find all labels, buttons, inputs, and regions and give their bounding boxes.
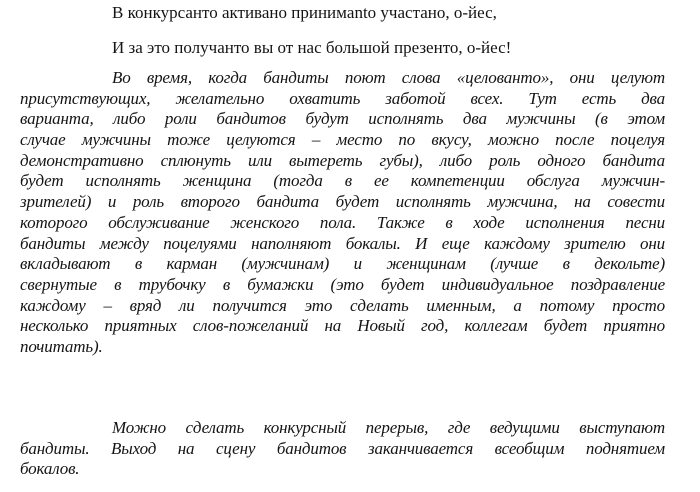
paragraph-line: несколько приятных слов-пожеланий на Новый год, коллегам будет приятно xyxy=(20,316,665,336)
paragraph-line: бокалов. xyxy=(20,459,80,479)
paragraph-line: каждому – вряд ли получится это сделать именным, а потому просто xyxy=(20,295,665,315)
paragraph-line: почитать). xyxy=(20,336,103,356)
paragraph-line: Во время, когда бандиты поют слова «целованто», они целуют xyxy=(112,68,665,87)
paragraph-line: варианта, либо роли бандитов будут исполнять два мужчины (в этом xyxy=(20,109,665,129)
verse-line-1: В конкурсанто активано принимanto участано, о-йес, xyxy=(112,3,497,22)
paragraph-line: бандиты между поцелуями наполняют бокалы. И еще каждому зрителю они xyxy=(20,233,665,253)
paragraph-bandits-kissing xyxy=(20,68,665,358)
verse-line-2: И за это получанто вы от нас большой презенто, о-йес! xyxy=(112,38,512,57)
paragraph-line: присутствующих, желательно охватить заботой всех. Тут есть два xyxy=(20,88,665,108)
paragraph-line: демонстративно сплюнуть или вытереть губы), либо роль одного бандита xyxy=(20,150,665,170)
paragraph-line: свернутые в трубочку в бумажки (это будет индивидуальное поздравление xyxy=(20,274,665,294)
paragraph-line: Можно сделать конкурсный перерыв, где ведущими выступают xyxy=(112,418,665,437)
paragraph-contest-break xyxy=(20,418,665,480)
paragraph-line: вкладывают в карман (мужчинам) и женщинам (лучше в декольте) xyxy=(20,254,665,274)
paragraph-line: зрителей) и роль второго бандита будет исполнять мужчина, на совести xyxy=(20,192,665,212)
paragraph-line: будет исполнять женщина (тогда в ее компетенции обслуга мужчин- xyxy=(20,171,665,191)
paragraph-line: случае мужчины тоже целуются – место по вкусу, можно после поцелуя xyxy=(20,130,665,150)
paragraph-line: которого обслуживание женского пола. Также в ходе исполнения песни xyxy=(20,212,665,232)
paragraph-line: бандиты. Выход на сцену бандитов заканчивается всеобщим поднятием xyxy=(20,438,665,458)
